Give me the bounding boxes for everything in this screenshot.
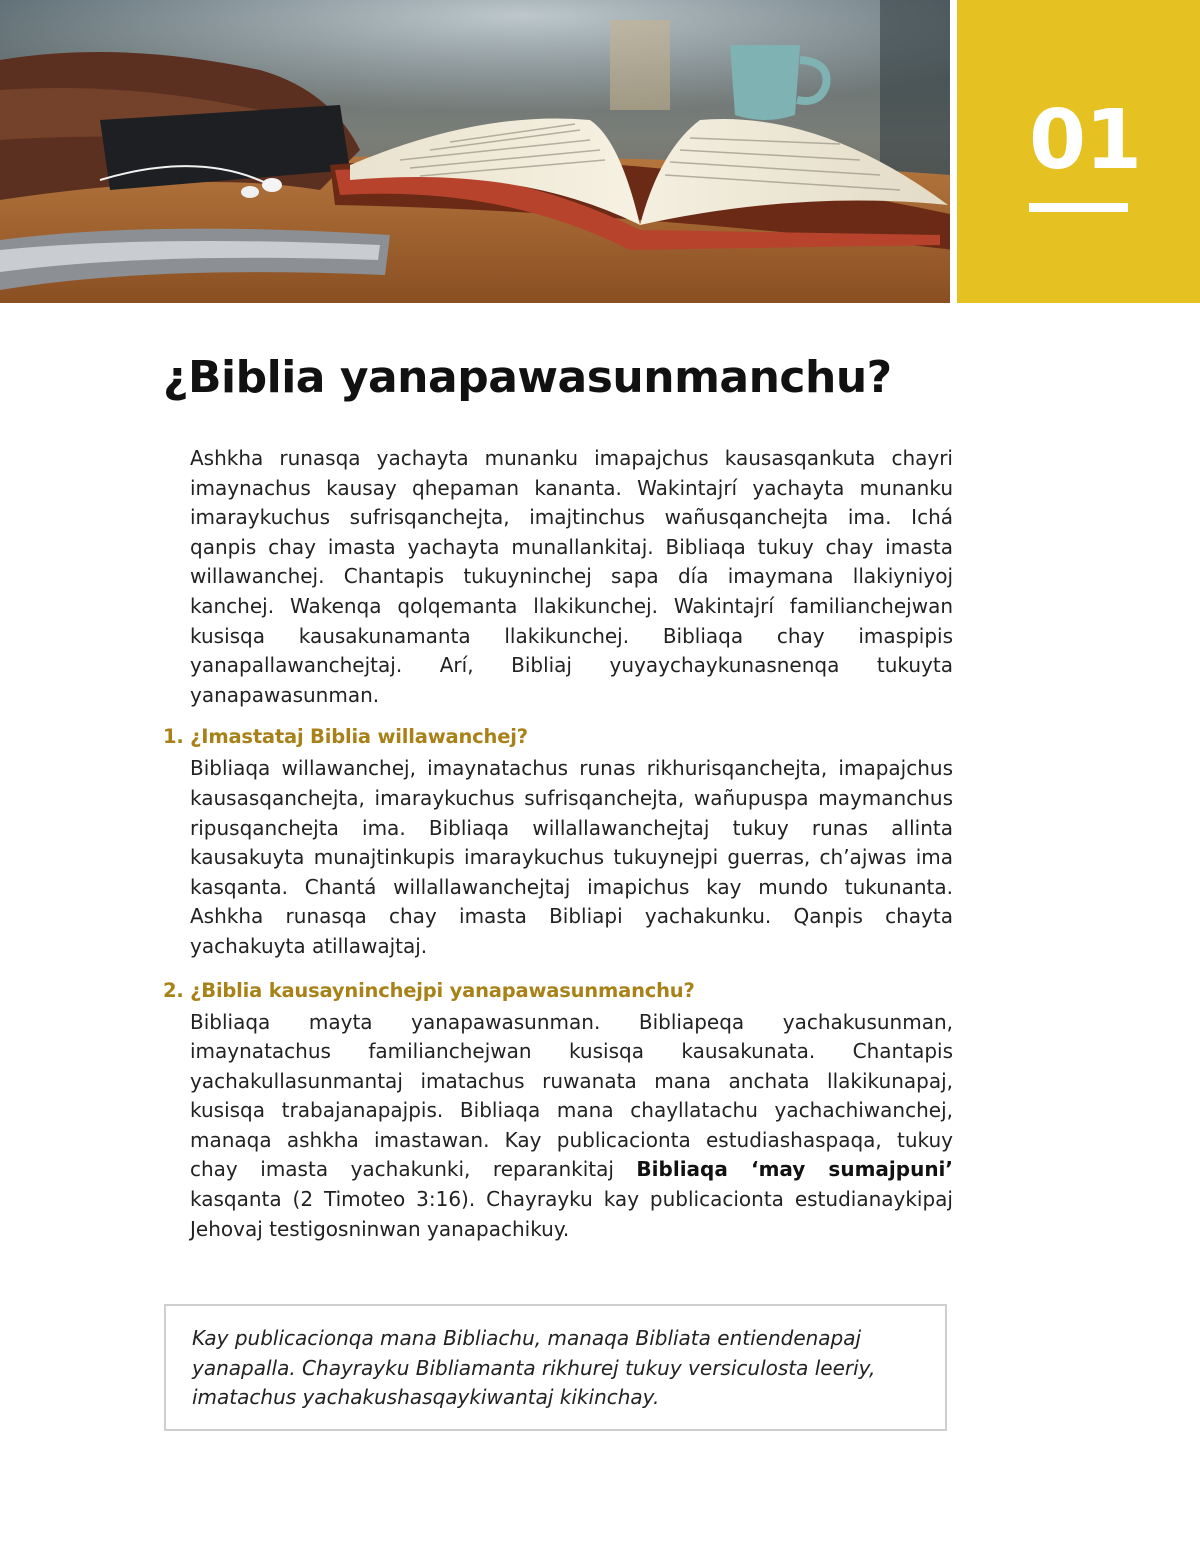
question-2-answer (190, 1008, 953, 1245)
header-photo (0, 0, 950, 303)
bible-photo-illustration (0, 0, 950, 303)
lesson-number-underline (1029, 203, 1128, 212)
note-box (164, 1304, 947, 1431)
lesson-body (163, 444, 953, 1244)
question-2-answer-end: kasqanta (2 Timoteo 3:16). Chayrayku kay publicacionta estudianaykipaj Jehovaj testigosninwan yanapachikuy. (190, 1187, 953, 1241)
question-1-answer: Bibliaqa willawanchej, imaynatachus runas rikhurisqanchejta, imapajchus kausasqanchejta, imaraykuchus sufrisqanchejta, wañupuspa maymanchus ripusqanchejta ima. Bibliaqa willallawanchejtaj tukuy runas allinta kausakuyta munajtinkupis imaraykuchus tukuynejpi guerras, ch’ajwas ima kasqanta. Chantá willallawanchejtaj imapichus kay mundo tukunanta. Ashkha runasqa chay imasta Bibliapi yachakunku. Qanpis chayta yachakuyta atillawajtaj. (190, 756, 953, 958)
question-2-answer-start: Bibliaqa mayta yanapawasunman. Bibliapeqa yachakusunman, imaynatachus familianchejwan kusisqa kausakunata. Chantapis yachakullasunmantaj imatachus ruwanata mana anchata llakikunapaj, kusisqa trabajanapajpis. Bibliaqa mana chayllatachu yachachiwanchej, manaqa ashkha imastawan. Kay publicacionta estudiashaspaqa, tukuy chay imasta yachakunki, reparankitaj (190, 1009, 953, 1182)
page-title: ¿Biblia yanapawasunmanchu? (163, 352, 892, 403)
lesson-number-panel (957, 0, 1200, 303)
lesson-number: 01 (1029, 93, 1142, 188)
question-1-heading: 1. ¿Imastataj Biblia willawanchej? (163, 725, 528, 749)
question-2-answer-emphasis: Bibliaqa ‘may sumajpuni’ (636, 1157, 954, 1182)
intro-paragraph: Ashkha runasqa yachayta munanku imapajchus kausasqankuta chayri imaynachus kausay qhepaman kananta. Wakintajrí yachayta munanku imaraykuchus sufrisqanchejta, imajtinchus wañusqanchejta ima. Ichá qanpis chay imasta yachayta munallankitaj. Bibliaqa tukuy chay imasta willawanchej. Chantapis tukuyninchej sapa día imaymana llakiyniyoj kanchej. Wakenqa qolqemanta llakikunchej. Wakintajrí familianchejwan kusisqa kausakunamanta llakikunchej. Bibliaqa chay imaspipis yanapallawanchejtaj. Arí, Bibliaj yuyaychaykunasnenqa tukuyta yanapawasunman. (190, 446, 953, 707)
note-text: Kay publicacionqa mana Bibliachu, manaqa Bibliata entiendenapaj yanapalla. Chayrayku Bibliamanta rikhurej tukuy versiculosta leeriy, imatachus yachakushasqaykiwantaj kikinchay. (192, 1326, 876, 1409)
question-2-heading: 2. ¿Biblia kausayninchejpi yanapawasunmanchu? (163, 978, 695, 1002)
